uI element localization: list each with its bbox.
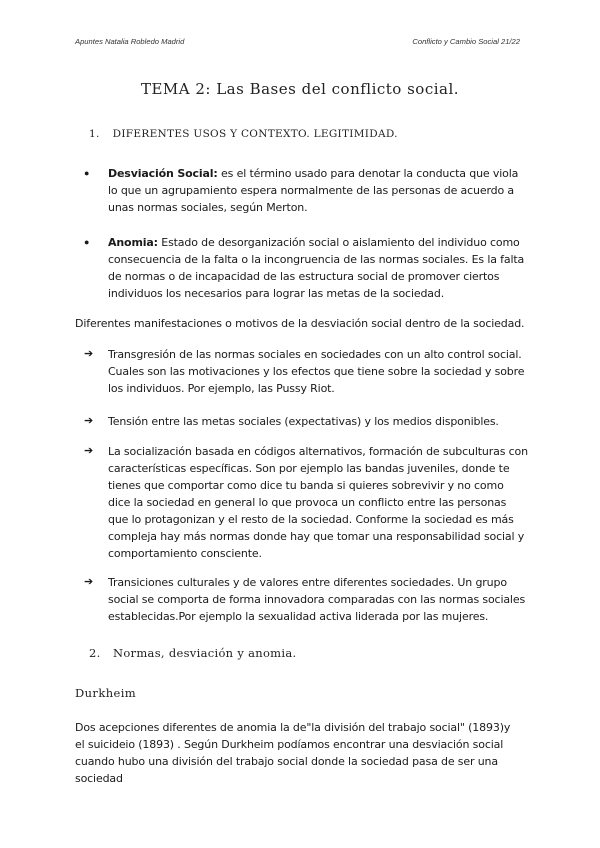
arrow-bullet-icon: ➔ — [84, 415, 94, 427]
bullet-dot-icon: ● — [84, 237, 90, 247]
subheading-durkheim: Durkheim — [75, 686, 137, 700]
list-item — [84, 574, 528, 625]
durkheim-paragraph: Dos acepciones diferentes de anomia la de"la división del trabajo social" (1893)y el suicideio (1893) . Según Durkheim podíamos encontrar una desviación social cuando hubo una división del trabajo social donde la sociedad pasa de ser una sociedad — [75, 721, 511, 785]
list-item-text: Tensión entre las metas sociales (expectativas) y los medios disponibles. — [108, 415, 499, 428]
header-course: Conflicto y Cambio Social 21/22 — [412, 37, 520, 46]
section-1-heading — [89, 128, 398, 140]
definition-item — [84, 234, 528, 302]
header-author: Apuntes Natalia Robledo Madrid — [75, 37, 185, 46]
list-item-text: Transiciones culturales y de valores entre diferentes sociedades. Un grupo social se comporta de forma innovadora comparadas con las normas sociales establecidas.Por ejemplo la sexualidad activa liderada por las mujeres. — [108, 576, 526, 623]
arrow-bullet-icon: ➔ — [84, 576, 94, 588]
section-2-number: 2. — [89, 646, 101, 660]
arrow-bullet-icon: ➔ — [84, 348, 94, 360]
list-item-text: La socialización basada en códigos alternativos, formación de subculturas con características específicas. Son por ejemplo las bandas juveniles, donde te tienes que comportar como dice tu banda si quieres sobrevivir y no como dice la sociedad en general lo que provoca un conflicto entre las personas que lo protagonizan y el resto de la sociedad. Conforme la sociedad es más compleja hay más normas donde hay que tomar una responsabilidad social y comportamiento consciente. — [108, 445, 528, 560]
list-item — [84, 443, 528, 562]
arrow-bullet-icon: ➔ — [84, 445, 94, 457]
section-1-label: DIFERENTES USOS Y CONTEXTO. LEGITIMIDAD. — [112, 128, 398, 140]
definition-term: Desviación Social: — [108, 167, 218, 180]
definition-text: es el término usado para denotar la conducta que viola lo que un agrupamiento espera normalmente de las personas de acuerdo a unas normas sociales, según Merton. — [108, 167, 519, 214]
definition-term: Anomia: — [108, 236, 158, 249]
section-2-heading — [89, 646, 296, 660]
list-item-text: Transgresión de las normas sociales en sociedades con un alto control social. Cuales son las motivaciones y los efectos que tiene sobre la sociedad y sobre los individuos. Por ejemplo, las Pussy Riot. — [108, 348, 525, 395]
definition-text: Estado de desorganización social o aislamiento del individuo como consecuencia de la falta o la incongruencia de las normas sociales. Es la falta de normas o de incapacidad de las estructura social de promover ciertos individuos los necesarios para lograr las metas de la sociedad. — [108, 236, 525, 300]
section-2-label: Normas, desviación y anomia. — [112, 646, 297, 660]
list-item — [84, 346, 528, 397]
manifestations-intro: Diferentes manifestaciones o motivos de la desviación social dentro de la sociedad. — [75, 317, 525, 330]
section-1-number: 1. — [89, 128, 100, 140]
page-title: TEMA 2: Las Bases del conflicto social. — [140, 80, 460, 98]
definition-item — [84, 165, 528, 216]
bullet-dot-icon: ● — [84, 168, 90, 178]
list-item — [84, 413, 528, 430]
